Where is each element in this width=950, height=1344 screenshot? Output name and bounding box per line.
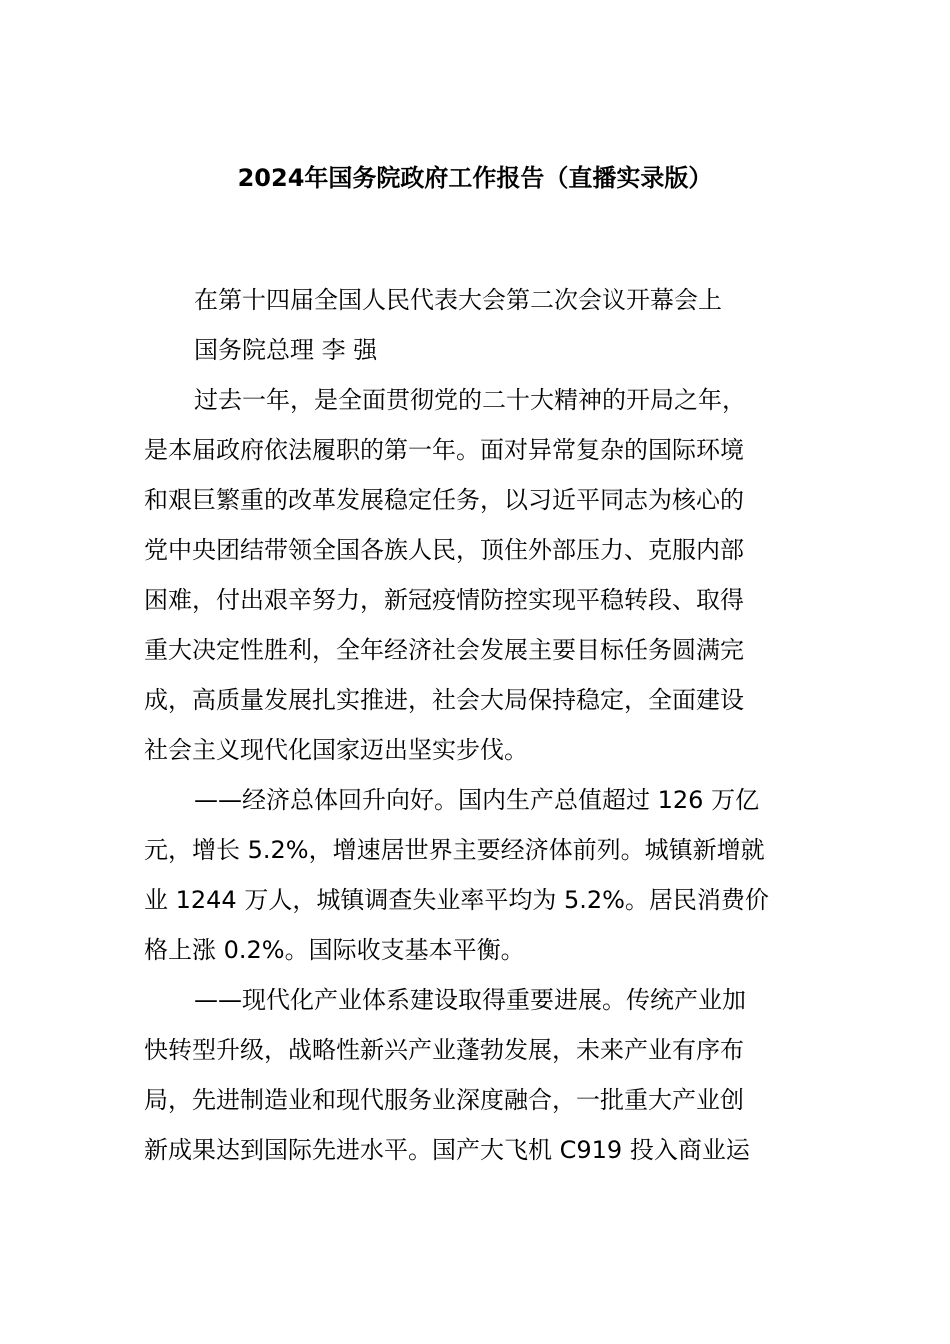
meeting-line: 在第十四届全国人民代表大会第二次会议开幕会上: [194, 286, 722, 314]
body-text-line: 重大决定性胜利，全年经济社会发展主要目标任务圆满完: [144, 636, 744, 664]
body-text-line: 是本届政府依法履职的第一年。面对异常复杂的国际环境: [144, 436, 744, 464]
document-title: 2024年国务院政府工作报告（直播实录版）: [237, 164, 713, 192]
body-text-line: 成，高质量发展扎实推进，社会大局保持稳定，全面建设: [144, 686, 744, 714]
body-text-line: 新成果达到国际先进水平。国产大飞机 C919 投入商业运: [144, 1136, 750, 1164]
speaker-line: 国务院总理 李 强: [194, 336, 378, 364]
body-text-line: 局，先进制造业和现代服务业深度融合，一批重大产业创: [144, 1086, 744, 1114]
body-text-line: ——经济总体回升向好。国内生产总值超过 126 万亿: [194, 786, 760, 814]
body-text-line: 业 1244 万人，城镇调查失业率平均为 5.2%。居民消费价: [144, 886, 769, 914]
body-text-line: 社会主义现代化国家迈出坚实步伐。: [144, 736, 528, 764]
body-text-line: 格上涨 0.2%。国际收支基本平衡。: [144, 936, 525, 964]
body-text-line: 困难，付出艰辛努力，新冠疫情防控实现平稳转段、取得: [144, 586, 744, 614]
body-text-line: 过去一年，是全面贯彻党的二十大精神的开局之年，: [194, 386, 746, 414]
body-text-line: 和艰巨繁重的改革发展稳定任务，以习近平同志为核心的: [144, 486, 744, 514]
body-text-line: 元，增长 5.2%，增速居世界主要经济体前列。城镇新增就: [144, 836, 765, 864]
body-text-line: 快转型升级，战略性新兴产业蓬勃发展，未来产业有序布: [144, 1036, 744, 1064]
body-text-line: ——现代化产业体系建设取得重要进展。传统产业加: [194, 986, 746, 1014]
body-text-line: 党中央团结带领全国各族人民，顶住外部压力、克服内部: [144, 536, 744, 564]
